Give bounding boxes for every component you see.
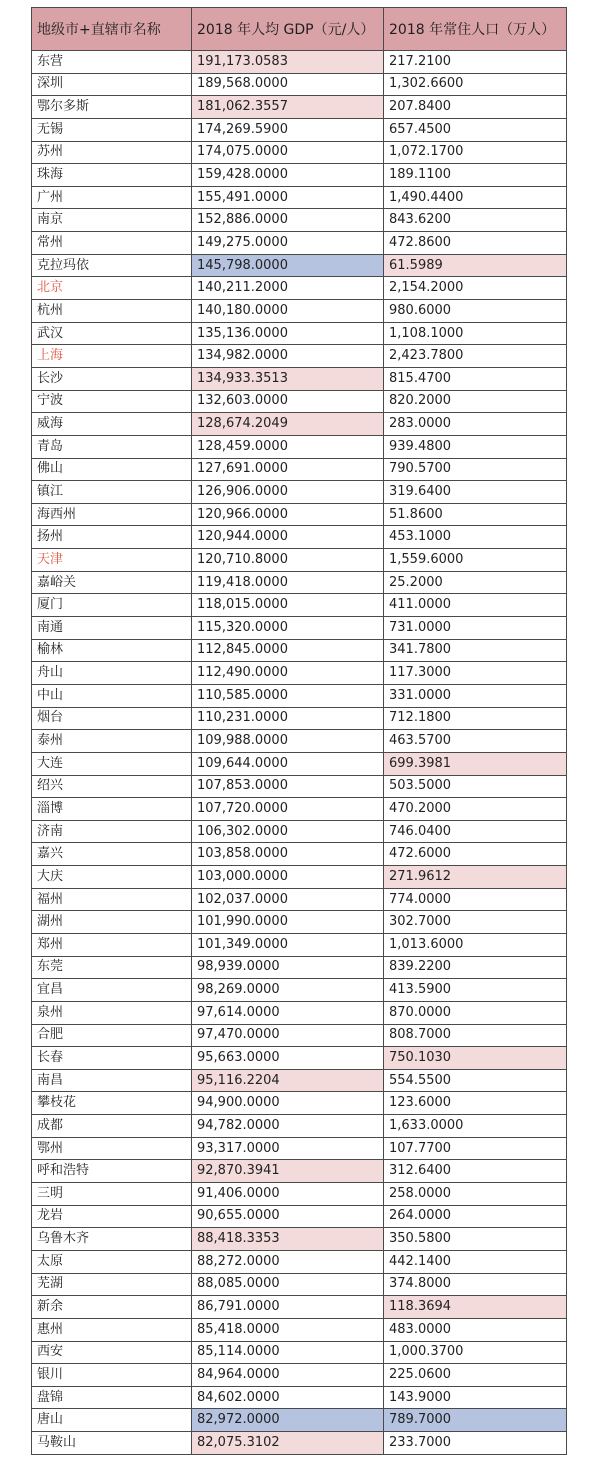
population-cell: 331.0000 (384, 684, 567, 707)
header-city: 地级市+直辖市名称 (32, 8, 192, 51)
city-name-cell: 成都 (32, 1115, 192, 1138)
table-row (32, 594, 567, 617)
city-name-cell: 常州 (32, 232, 192, 255)
table-row (32, 526, 567, 549)
gdp-per-capita-cell: 112,490.0000 (192, 662, 384, 685)
gdp-per-capita-cell: 95,116.2204 (192, 1069, 384, 1092)
population-cell: 442.1400 (384, 1250, 567, 1273)
population-cell: 107.7700 (384, 1137, 567, 1160)
city-name-cell: 泉州 (32, 1001, 192, 1024)
population-cell: 217.2100 (384, 51, 567, 74)
gdp-per-capita-cell: 134,933.3513 (192, 367, 384, 390)
population-cell: 2,423.7800 (384, 345, 567, 368)
table-row (32, 820, 567, 843)
population-cell: 118.3694 (384, 1296, 567, 1319)
table-row (32, 1115, 567, 1138)
population-cell: 51.8600 (384, 503, 567, 526)
gdp-per-capita-cell: 109,644.0000 (192, 752, 384, 775)
gdp-per-capita-cell: 86,791.0000 (192, 1296, 384, 1319)
population-cell: 258.0000 (384, 1183, 567, 1206)
gdp-per-capita-cell: 119,418.0000 (192, 571, 384, 594)
population-cell: 189.1100 (384, 164, 567, 187)
table-row (32, 1228, 567, 1251)
population-cell: 815.4700 (384, 367, 567, 390)
city-name-cell: 佛山 (32, 458, 192, 481)
city-name-cell: 大连 (32, 752, 192, 775)
gdp-per-capita-cell: 120,710.8000 (192, 549, 384, 572)
gdp-per-capita-cell: 91,406.0000 (192, 1183, 384, 1206)
gdp-per-capita-cell: 103,858.0000 (192, 843, 384, 866)
table-row (32, 1386, 567, 1409)
city-name-cell: 嘉峪关 (32, 571, 192, 594)
population-cell: 233.7000 (384, 1432, 567, 1455)
city-name-cell: 天津 (32, 549, 192, 572)
table-row (32, 707, 567, 730)
city-name-cell: 乌鲁木齐 (32, 1228, 192, 1251)
population-cell: 1,108.1000 (384, 322, 567, 345)
table-row (32, 1047, 567, 1070)
population-cell: 750.1030 (384, 1047, 567, 1070)
population-cell: 939.4800 (384, 435, 567, 458)
population-cell: 843.6200 (384, 209, 567, 232)
table-row (32, 617, 567, 640)
gdp-per-capita-cell: 132,603.0000 (192, 390, 384, 413)
population-cell: 453.1000 (384, 526, 567, 549)
population-cell: 25.2000 (384, 571, 567, 594)
gdp-per-capita-cell: 191,173.0583 (192, 51, 384, 74)
table-row (32, 662, 567, 685)
gdp-per-capita-cell: 101,990.0000 (192, 911, 384, 934)
city-name-cell: 南昌 (32, 1069, 192, 1092)
table-row (32, 843, 567, 866)
table-row (32, 1296, 567, 1319)
city-name-cell: 郑州 (32, 933, 192, 956)
population-cell: 790.5700 (384, 458, 567, 481)
population-cell: 271.9612 (384, 866, 567, 889)
table-row (32, 1092, 567, 1115)
table-row (32, 367, 567, 390)
table-row (32, 164, 567, 187)
population-cell: 117.3000 (384, 662, 567, 685)
population-cell: 341.7800 (384, 639, 567, 662)
gdp-per-capita-cell: 145,798.0000 (192, 254, 384, 277)
gdp-per-capita-cell: 101,349.0000 (192, 933, 384, 956)
population-cell: 870.0000 (384, 1001, 567, 1024)
gdp-per-capita-cell: 95,663.0000 (192, 1047, 384, 1070)
city-name-cell: 福州 (32, 888, 192, 911)
city-name-cell: 呼和浩特 (32, 1160, 192, 1183)
city-name-cell: 盘锦 (32, 1386, 192, 1409)
table-row (32, 1364, 567, 1387)
table-body (32, 51, 567, 1455)
table-row (32, 458, 567, 481)
population-cell: 319.6400 (384, 481, 567, 504)
city-name-cell: 唐山 (32, 1409, 192, 1432)
data-table-container (31, 7, 566, 1455)
population-cell: 472.6000 (384, 843, 567, 866)
city-name-cell: 三明 (32, 1183, 192, 1206)
city-name-cell: 深圳 (32, 73, 192, 96)
city-name-cell: 东营 (32, 51, 192, 74)
city-name-cell: 杭州 (32, 300, 192, 323)
table-row (32, 1069, 567, 1092)
city-name-cell: 东莞 (32, 956, 192, 979)
table-row (32, 979, 567, 1002)
table-row (32, 209, 567, 232)
table-row (32, 1024, 567, 1047)
population-cell: 746.0400 (384, 820, 567, 843)
table-row (32, 118, 567, 141)
city-name-cell: 无锡 (32, 118, 192, 141)
population-cell: 1,633.0000 (384, 1115, 567, 1138)
city-name-cell: 银川 (32, 1364, 192, 1387)
table-row (32, 752, 567, 775)
city-name-cell: 南通 (32, 617, 192, 640)
gdp-per-capita-cell: 90,655.0000 (192, 1205, 384, 1228)
population-cell: 2,154.2000 (384, 277, 567, 300)
population-cell: 207.8400 (384, 96, 567, 119)
gdp-per-capita-cell: 88,418.3353 (192, 1228, 384, 1251)
gdp-per-capita-cell: 181,062.3557 (192, 96, 384, 119)
gdp-per-capita-cell: 126,906.0000 (192, 481, 384, 504)
population-cell: 283.0000 (384, 413, 567, 436)
gdp-per-capita-cell: 110,231.0000 (192, 707, 384, 730)
population-cell: 1,302.6600 (384, 73, 567, 96)
table-row (32, 413, 567, 436)
city-name-cell: 马鞍山 (32, 1432, 192, 1455)
population-cell: 774.0000 (384, 888, 567, 911)
city-name-cell: 宁波 (32, 390, 192, 413)
city-name-cell: 济南 (32, 820, 192, 843)
population-cell: 699.3981 (384, 752, 567, 775)
table-row (32, 639, 567, 662)
table-row (32, 481, 567, 504)
gdp-per-capita-cell: 98,939.0000 (192, 956, 384, 979)
city-name-cell: 嘉兴 (32, 843, 192, 866)
population-cell: 820.2000 (384, 390, 567, 413)
city-name-cell: 芜湖 (32, 1273, 192, 1296)
population-cell: 312.6400 (384, 1160, 567, 1183)
gdp-per-capita-cell: 85,418.0000 (192, 1318, 384, 1341)
city-name-cell: 新余 (32, 1296, 192, 1319)
table-row (32, 888, 567, 911)
city-name-cell: 克拉玛依 (32, 254, 192, 277)
city-name-cell: 鄂州 (32, 1137, 192, 1160)
table-row (32, 141, 567, 164)
table-row (32, 435, 567, 458)
city-name-cell: 太原 (32, 1250, 192, 1273)
population-cell: 657.4500 (384, 118, 567, 141)
gdp-per-capita-cell: 174,075.0000 (192, 141, 384, 164)
city-name-cell: 合肥 (32, 1024, 192, 1047)
city-name-cell: 北京 (32, 277, 192, 300)
gdp-per-capita-cell: 109,988.0000 (192, 730, 384, 753)
gdp-per-capita-cell: 118,015.0000 (192, 594, 384, 617)
gdp-per-capita-cell: 107,853.0000 (192, 775, 384, 798)
table-row (32, 1432, 567, 1455)
table-row (32, 866, 567, 889)
gdp-per-capita-cell: 120,966.0000 (192, 503, 384, 526)
city-name-cell: 龙岩 (32, 1205, 192, 1228)
gdp-per-capita-cell: 88,085.0000 (192, 1273, 384, 1296)
table-row (32, 571, 567, 594)
city-name-cell: 鄂尔多斯 (32, 96, 192, 119)
gdp-per-capita-cell: 106,302.0000 (192, 820, 384, 843)
header-gdp-per-capita: 2018 年人均 GDP（元/人） (192, 8, 384, 51)
table-row (32, 254, 567, 277)
city-name-cell: 上海 (32, 345, 192, 368)
city-name-cell: 厦门 (32, 594, 192, 617)
gdp-per-capita-cell: 189,568.0000 (192, 73, 384, 96)
table-row (32, 1250, 567, 1273)
table-row (32, 186, 567, 209)
population-cell: 470.2000 (384, 798, 567, 821)
population-cell: 1,559.6000 (384, 549, 567, 572)
population-cell: 374.8000 (384, 1273, 567, 1296)
gdp-per-capita-cell: 159,428.0000 (192, 164, 384, 187)
table-row (32, 798, 567, 821)
table-row (32, 232, 567, 255)
table-row (32, 1183, 567, 1206)
population-cell: 225.0600 (384, 1364, 567, 1387)
table-row (32, 345, 567, 368)
population-cell: 503.5000 (384, 775, 567, 798)
city-name-cell: 榆林 (32, 639, 192, 662)
table-row (32, 390, 567, 413)
population-cell: 1,000.3700 (384, 1341, 567, 1364)
population-cell: 731.0000 (384, 617, 567, 640)
gdp-per-capita-cell: 149,275.0000 (192, 232, 384, 255)
city-name-cell: 青岛 (32, 435, 192, 458)
gdp-per-capita-cell: 127,691.0000 (192, 458, 384, 481)
gdp-per-capita-cell: 97,614.0000 (192, 1001, 384, 1024)
gdp-per-capita-cell: 93,317.0000 (192, 1137, 384, 1160)
gdp-per-capita-cell: 135,136.0000 (192, 322, 384, 345)
population-cell: 302.7000 (384, 911, 567, 934)
population-cell: 411.0000 (384, 594, 567, 617)
gdp-per-capita-cell: 174,269.5900 (192, 118, 384, 141)
population-cell: 789.7000 (384, 1409, 567, 1432)
gdp-per-capita-cell: 134,982.0000 (192, 345, 384, 368)
population-cell: 264.0000 (384, 1205, 567, 1228)
table-row (32, 503, 567, 526)
gdp-per-capita-cell: 107,720.0000 (192, 798, 384, 821)
gdp-per-capita-cell: 82,972.0000 (192, 1409, 384, 1432)
gdp-per-capita-cell: 120,944.0000 (192, 526, 384, 549)
city-name-cell: 海西州 (32, 503, 192, 526)
gdp-per-capita-cell: 115,320.0000 (192, 617, 384, 640)
city-name-cell: 绍兴 (32, 775, 192, 798)
population-cell: 472.8600 (384, 232, 567, 255)
population-cell: 839.2200 (384, 956, 567, 979)
table-row (32, 1205, 567, 1228)
population-cell: 123.6000 (384, 1092, 567, 1115)
table-row (32, 277, 567, 300)
population-cell: 980.6000 (384, 300, 567, 323)
city-name-cell: 广州 (32, 186, 192, 209)
population-cell: 808.7000 (384, 1024, 567, 1047)
population-cell: 1,490.4400 (384, 186, 567, 209)
city-name-cell: 烟台 (32, 707, 192, 730)
table-row (32, 1273, 567, 1296)
table-row (32, 1409, 567, 1432)
header-population: 2018 年常住人口（万人） (384, 8, 567, 51)
population-cell: 712.1800 (384, 707, 567, 730)
gdp-per-capita-cell: 85,114.0000 (192, 1341, 384, 1364)
city-name-cell: 珠海 (32, 164, 192, 187)
gdp-per-capita-cell: 140,180.0000 (192, 300, 384, 323)
city-name-cell: 舟山 (32, 662, 192, 685)
city-name-cell: 扬州 (32, 526, 192, 549)
city-name-cell: 中山 (32, 684, 192, 707)
gdp-per-capita-cell: 88,272.0000 (192, 1250, 384, 1273)
gdp-per-capita-cell: 110,585.0000 (192, 684, 384, 707)
city-name-cell: 惠州 (32, 1318, 192, 1341)
city-name-cell: 苏州 (32, 141, 192, 164)
city-name-cell: 威海 (32, 413, 192, 436)
population-cell: 1,072.1700 (384, 141, 567, 164)
table-row (32, 73, 567, 96)
city-name-cell: 宜昌 (32, 979, 192, 1002)
city-name-cell: 攀枝花 (32, 1092, 192, 1115)
population-cell: 554.5500 (384, 1069, 567, 1092)
city-name-cell: 长春 (32, 1047, 192, 1070)
gdp-per-capita-cell: 82,075.3102 (192, 1432, 384, 1455)
city-name-cell: 长沙 (32, 367, 192, 390)
table-row (32, 1001, 567, 1024)
table-row (32, 956, 567, 979)
population-cell: 413.5900 (384, 979, 567, 1002)
population-cell: 1,013.6000 (384, 933, 567, 956)
gdp-per-capita-cell: 102,037.0000 (192, 888, 384, 911)
population-cell: 61.5989 (384, 254, 567, 277)
gdp-per-capita-cell: 84,964.0000 (192, 1364, 384, 1387)
city-name-cell: 泰州 (32, 730, 192, 753)
city-name-cell: 淄博 (32, 798, 192, 821)
population-cell: 483.0000 (384, 1318, 567, 1341)
gdp-per-capita-cell: 152,886.0000 (192, 209, 384, 232)
city-name-cell: 镇江 (32, 481, 192, 504)
header-row (32, 8, 567, 51)
table-row (32, 51, 567, 74)
population-cell: 143.9000 (384, 1386, 567, 1409)
gdp-per-capita-cell: 103,000.0000 (192, 866, 384, 889)
gdp-per-capita-cell: 140,211.2000 (192, 277, 384, 300)
gdp-per-capita-cell: 128,459.0000 (192, 435, 384, 458)
gdp-per-capita-cell: 94,782.0000 (192, 1115, 384, 1138)
table-row (32, 1318, 567, 1341)
city-name-cell: 西安 (32, 1341, 192, 1364)
city-name-cell: 南京 (32, 209, 192, 232)
city-name-cell: 武汉 (32, 322, 192, 345)
gdp-per-capita-cell: 112,845.0000 (192, 639, 384, 662)
table-row (32, 322, 567, 345)
table-row (32, 933, 567, 956)
gdp-per-capita-cell: 128,674.2049 (192, 413, 384, 436)
gdp-per-capita-cell: 92,870.3941 (192, 1160, 384, 1183)
table-row (32, 730, 567, 753)
population-cell: 463.5700 (384, 730, 567, 753)
table-row (32, 1137, 567, 1160)
table-row (32, 96, 567, 119)
city-name-cell: 湖州 (32, 911, 192, 934)
gdp-per-capita-cell: 97,470.0000 (192, 1024, 384, 1047)
population-cell: 350.5800 (384, 1228, 567, 1251)
city-name-cell: 大庆 (32, 866, 192, 889)
table-row (32, 1341, 567, 1364)
gdp-per-capita-cell: 155,491.0000 (192, 186, 384, 209)
table-row (32, 300, 567, 323)
table-row (32, 1160, 567, 1183)
gdp-per-capita-cell: 94,900.0000 (192, 1092, 384, 1115)
table-row (32, 775, 567, 798)
gdp-per-capita-cell: 98,269.0000 (192, 979, 384, 1002)
table-row (32, 684, 567, 707)
gdp-per-capita-cell: 84,602.0000 (192, 1386, 384, 1409)
table-row (32, 911, 567, 934)
table-row (32, 549, 567, 572)
city-gdp-table (31, 7, 567, 1455)
